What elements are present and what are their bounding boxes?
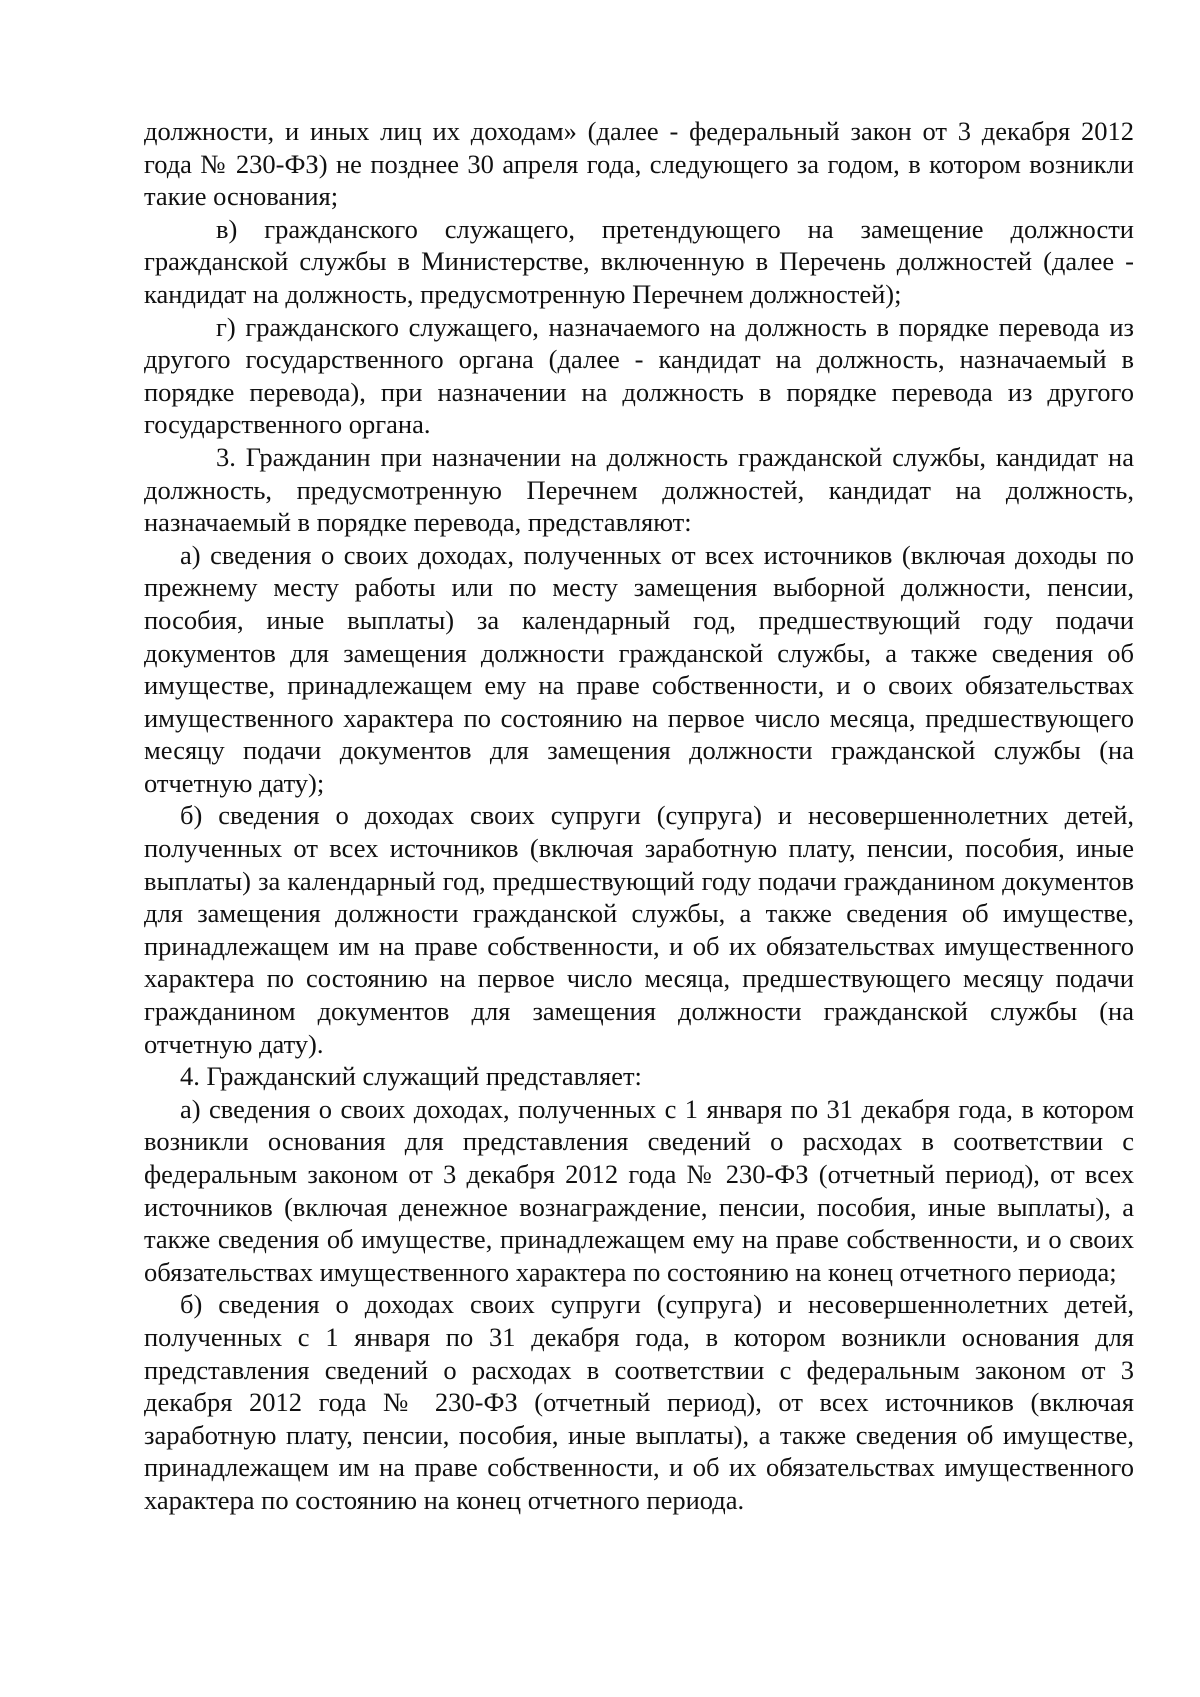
paragraph-section-3-item-b: б) сведения о доходах своих супруги (супруга) и несовершеннолетних детей, полученных от всех источников (включая заработную плату, пенсии, пособия, иные выплаты) за календарный год, предшествующий году подачи гражданином документов для замещения должности гражданской службы, а также сведения об имуществе, принадлежащем им на праве собственности, и об их обязательствах имущественного характера по состоянию на первое число месяца, предшествующего месяцу подачи гражданином документов для замещения должности гражданской службы (на отчетную дату). — [144, 800, 1134, 1059]
paragraph-continuation: должности, и иных лиц их доходам» (далее - федеральный закон от 3 декабря 2012 года № 230-ФЗ) не позднее 30 апреля года, следующего за годом, в котором возникли такие основания; — [144, 116, 1134, 212]
paragraph-section-3: 3. Гражданин при назначении на должность гражданской службы, кандидат на должность, предусмотренную Перечнем должностей, кандидат на должность, назначаемый в порядке перевода, представляют: — [144, 441, 1134, 538]
paragraph-item-v: в) гражданского служащего, претендующего на замещение должности гражданской службы в Министерстве, включенную в Перечень должностей (далее - кандидат на должность, предусмотренную Перечнем должностей); — [144, 213, 1134, 309]
document-body — [144, 115, 1134, 1517]
paragraph-section-4-item-a: а) сведения о своих доходах, полученных с 1 января по 31 декабря года, в котором возникли основания для представления сведений о расходах в соответствии с федеральным законом от 3 декабря 2012 года № 230-ФЗ (отчетный период), от всех источников (включая денежное вознаграждение, пенсии, пособия, иные выплаты), а также сведения об имуществе, принадлежащем ему на праве собственности, и о своих обязательствах имущественного характера по состоянию на конец отчетного периода; — [144, 1093, 1134, 1287]
paragraph-section-4: 4. Гражданский служащий представляет: — [180, 1061, 642, 1092]
paragraph-item-g: г) гражданского служащего, назначаемого на должность в порядке перевода из другого государственного органа (далее - кандидат на должность, назначаемый в порядке перевода), при назначении на должность в порядке перевода из другого государственного органа. — [144, 311, 1134, 440]
paragraph-section-3-item-a: а) сведения о своих доходах, полученных от всех источников (включая доходы по прежнему месту работы или по месту замещения выборной должности, пенсии, пособия, иные выплаты) за календарный год, предшествующий году подачи документов для замещения должности гражданской службы, а также сведения об имуществе, принадлежащем ему на праве собственности, и о своих обязательствах имущественного характера по состоянию на первое число месяца, предшествующего месяцу подачи документов для замещения должности гражданской службы (на отчетную дату); — [144, 539, 1134, 798]
paragraph-section-4-item-b: б) сведения о доходах своих супруги (супруга) и несовершеннолетних детей, полученных с 1 января по 31 декабря года, в котором возникли основания для представления сведений о расходах в соответствии с федеральным законом от 3 декабря 2012 года № 230-ФЗ (отчетный период), от всех источников (включая заработную плату, пенсии, пособия, иные выплаты), а также сведения об имуществе, принадлежащем им на праве собственности, и об их обязательствах имущественного характера по состоянию на конец отчетного периода. — [144, 1289, 1134, 1515]
